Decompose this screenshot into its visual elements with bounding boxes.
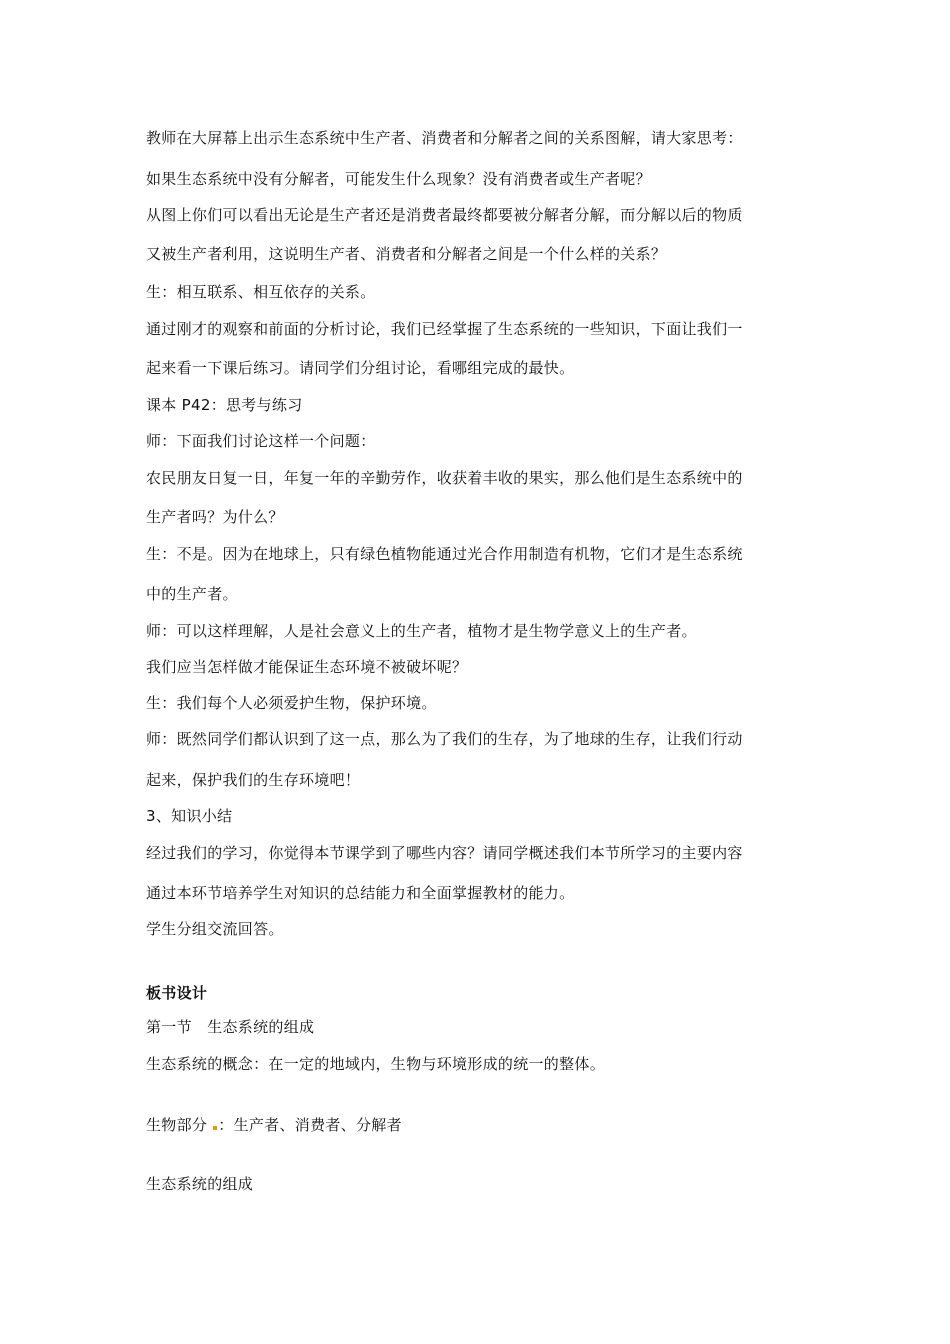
board-bio-part (146, 1115, 826, 1135)
paragraph-line: 中的生产者。 (146, 585, 238, 603)
section-heading: 3、知识小结 (146, 807, 233, 825)
paragraph-line: 课本 P42：思考与练习 (146, 396, 303, 414)
paragraph-line: 学生分组交流回答。 (146, 920, 284, 938)
board-concept: 生态系统的概念：在一定的地域内，生物与环境形成的统一的整体。 (146, 1055, 606, 1073)
paragraph-line: 师：下面我们讨论这样一个问题： (146, 432, 376, 450)
paragraph-line: 通过本环节培养学生对知识的总结能力和全面掌握教材的能力。 (146, 884, 575, 902)
paragraph-line: 师：可以这样理解，人是社会意义上的生产者，植物才是生物学意义上的生产者。 (146, 622, 697, 640)
paragraph-line: 师：既然同学们都认识到了这一点，那么为了我们的生存，为了地球的生存，让我们行动 (146, 730, 743, 748)
paragraph-line: 农民朋友日复一日，年复一年的辛勤劳作，收获着丰收的果实，那么他们是生态系统中的 (146, 469, 743, 487)
mark-dot (213, 1126, 217, 1130)
board-section-title: 第一节 生态系统的组成 (146, 1018, 315, 1036)
paragraph-line: 生：我们每个人必须爱护生物，保护环境。 (146, 694, 437, 712)
paragraph-line: 又被生产者利用，这说明生产者、消费者和分解者之间是一个什么样的关系？ (146, 245, 667, 263)
paragraph-line: 生：不是。因为在地球上，只有绿色植物能通过光合作用制造有机物，它们才是生态系统 (146, 545, 743, 563)
paragraph-line: 教师在大屏幕上出示生态系统中生产者、消费者和分解者之间的关系图解，请大家思考： (146, 129, 743, 147)
paragraph-line: 起来，保护我们的生存环境吧！ (146, 771, 361, 789)
board-design-heading: 板书设计 (146, 984, 208, 1002)
paragraph-line: 通过刚才的观察和前面的分析讨论，我们已经掌握了生态系统的一些知识，下面让我们一 (146, 320, 743, 338)
paragraph-line: 从图上你们可以看出无论是生产者还是消费者最终都要被分解者分解，而分解以后的物质 (146, 206, 743, 224)
paragraph-line: 我们应当怎样做才能保证生态环境不被破坏呢？ (146, 658, 468, 676)
bio-part-label: 生物部分 (146, 1116, 208, 1134)
paragraph-line: 生：相互联系、相互依存的关系。 (146, 283, 376, 301)
paragraph-line: 生产者吗？为什么？ (146, 508, 284, 526)
paragraph-line: 起来看一下课后练习。请同学们分组讨论，看哪组完成的最快。 (146, 359, 575, 377)
paragraph-line: 如果生态系统中没有分解者，可能发生什么现象？没有消费者或生产者呢？ (146, 170, 651, 188)
board-composition: 生态系统的组成 (146, 1175, 254, 1193)
paragraph-line: 经过我们的学习，你觉得本节课学到了哪些内容？请同学概述我们本节所学习的主要内容 (146, 844, 743, 862)
bio-part-items: ：生产者、消费者、分解者 (218, 1116, 402, 1134)
